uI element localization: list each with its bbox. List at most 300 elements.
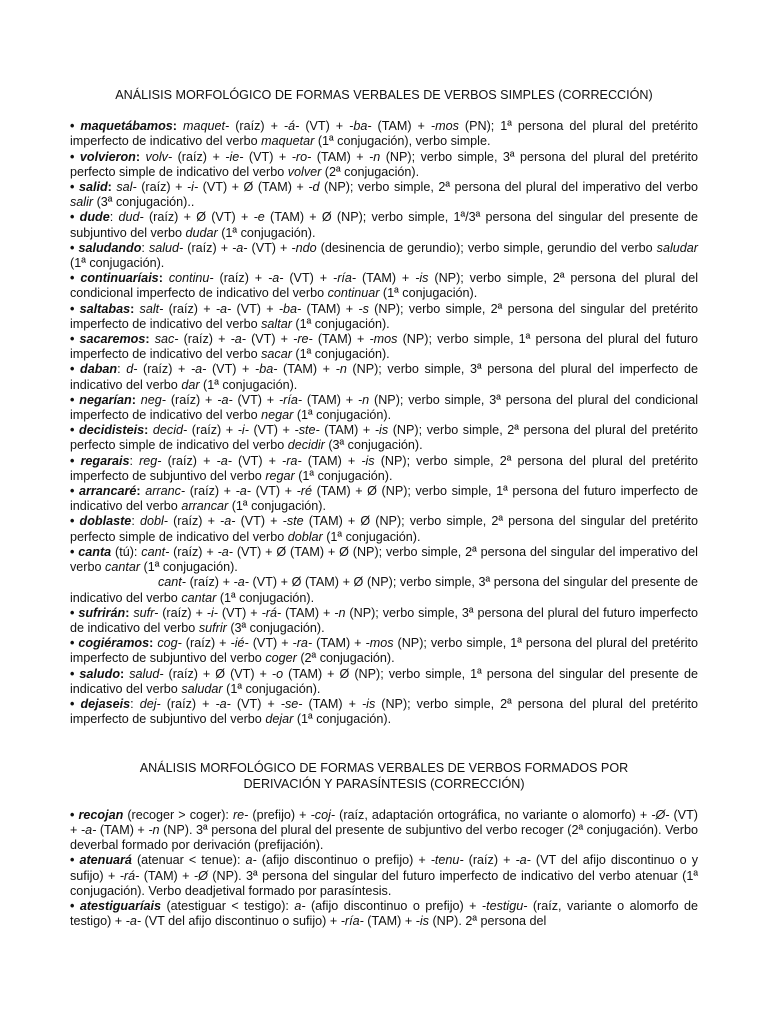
entry-list-derived-verbs xyxy=(70,808,698,930)
entry-text: : xyxy=(107,180,112,195)
entry-text: -a- xyxy=(80,822,97,837)
entry-text: -ie- xyxy=(225,149,244,164)
entry-item xyxy=(70,454,698,484)
entry-text: -a- xyxy=(215,301,232,316)
entry-text: (TAM) + Ø (NP); verbo simple, 2ª persona del singular del pretérito perfecto simple de indicativo del verbo xyxy=(70,514,699,544)
entry-text: -mos xyxy=(430,119,459,134)
entry-text: (raíz) + xyxy=(183,240,233,255)
entry-headword: sacaremos xyxy=(79,332,146,347)
entry-text: (VT) + xyxy=(230,696,281,711)
entry-item xyxy=(70,241,698,271)
entry-text: -mos xyxy=(365,636,394,651)
entry-item xyxy=(70,606,698,636)
entry-text: • xyxy=(70,853,80,868)
entry-text: (raíz) + xyxy=(229,119,284,134)
entry-headword: daban xyxy=(80,362,118,377)
section-title-simple-verbs: ANÁLISIS MORFOLÓGICO DE FORMAS VERBALES DE VERBOS SIMPLES (CORRECCIÓN) xyxy=(115,88,653,102)
entry-text: -a- xyxy=(268,271,284,286)
entry-text: neg- xyxy=(140,392,167,407)
entry-text: -n xyxy=(148,822,160,837)
entry-text: -ré xyxy=(296,484,313,499)
entry-text: -ro- xyxy=(291,149,312,164)
entry-text: maquetar xyxy=(261,134,315,149)
entry-text: (3ª conjugación).. xyxy=(93,195,195,210)
entry-text: (1ª conjugación). xyxy=(379,286,478,301)
entry-text: -re- xyxy=(293,332,313,347)
entry-text: • xyxy=(70,240,79,255)
entry-item xyxy=(70,514,698,544)
entry-text: (NP); verbo simple, 2ª persona del plural del pretérito imperfecto de subjuntivo del verbo xyxy=(70,453,698,483)
entry-text: maquet- xyxy=(183,119,230,134)
entry-text: • xyxy=(70,332,80,347)
entry-text: -n xyxy=(334,605,346,620)
entry-text: (VT) + xyxy=(231,301,279,316)
entry-text: -a- xyxy=(216,453,232,468)
entry-text: -tenu- xyxy=(430,853,464,868)
entry-text: -Ø xyxy=(193,868,208,883)
entry-item xyxy=(70,393,698,423)
entry-text: -á- xyxy=(283,119,300,134)
entry-text: sac- xyxy=(154,332,179,347)
entry-headword: negarían xyxy=(79,392,132,407)
entry-text: : xyxy=(158,271,163,286)
entry-text: coger xyxy=(265,651,297,666)
entry-text: (TAM) + xyxy=(96,822,149,837)
entry-text: arranc- xyxy=(145,484,186,499)
entry-list-simple-verbs xyxy=(70,119,698,727)
entry-text: (1ª conjugación). xyxy=(293,408,392,423)
entry-text: dobl- xyxy=(139,514,168,529)
entry-item xyxy=(70,575,698,605)
entry-text: cant- xyxy=(141,544,170,559)
entry-text: volv- xyxy=(145,149,173,164)
entry-text: -ié- xyxy=(230,636,249,651)
entry-text: (NP). 3ª persona del singular del futuro imperfecto de indicativo del verbo atenuar (1ª conjugación). Verbo deadjetival formado por parasíntesis. xyxy=(70,868,698,898)
entry-text: -ndo xyxy=(291,240,317,255)
entry-text: sufrir xyxy=(198,620,227,635)
entry-text: : xyxy=(135,149,141,164)
entry-item xyxy=(70,808,698,854)
entry-item xyxy=(70,362,698,392)
entry-text: : xyxy=(109,210,119,225)
entry-text: (1ª conjugación). xyxy=(199,377,298,392)
entry-text: (raíz) + xyxy=(463,853,516,868)
entry-item xyxy=(70,853,698,899)
entry-text: -ra- xyxy=(282,453,302,468)
entry-text: (TAM) + xyxy=(301,453,362,468)
entry-text: • xyxy=(70,666,80,681)
entry-headword: saludando xyxy=(78,240,142,255)
entry-text: (TAM) + xyxy=(319,423,375,438)
entry-text: (3ª conjugación). xyxy=(324,438,423,453)
entry-text: (raíz) + xyxy=(186,575,234,590)
entry-text: -is xyxy=(374,423,389,438)
entry-text: (TAM) + xyxy=(311,149,370,164)
entry-text: -ra- xyxy=(292,636,313,651)
entry-headword: atestiguaríais xyxy=(79,898,162,913)
entry-text: cantar xyxy=(105,560,141,575)
entry-text: (VT) + xyxy=(247,240,292,255)
entry-text: (VT) + xyxy=(206,362,256,377)
entry-text: : xyxy=(144,423,149,438)
entry-text: -n xyxy=(335,362,347,377)
entry-text: : xyxy=(145,332,150,347)
entry-text: -a- xyxy=(217,392,233,407)
entry-text: dejar xyxy=(265,712,294,727)
entry-text: (VT) + xyxy=(235,514,283,529)
entry-text: (TAM) + xyxy=(139,868,194,883)
entry-text: (TAM) + xyxy=(281,605,335,620)
entry-text: a- xyxy=(245,853,257,868)
entry-text: • xyxy=(70,514,80,529)
entry-headword: arrancaré xyxy=(79,484,137,499)
entry-headword: volvieron xyxy=(79,149,136,164)
entry-text: (1ª conjugación). xyxy=(322,529,421,544)
entry-text: : xyxy=(136,484,141,499)
entry-text: -testigu- xyxy=(481,898,528,913)
entry-text: -a- xyxy=(235,484,252,499)
entry-text: (NP); verbo simple, 3ª persona del plural del futuro imperfecto de indicativo del verbo xyxy=(70,605,698,635)
entry-text: (tú): xyxy=(111,544,142,559)
entry-text: (VT) + xyxy=(243,149,292,164)
entry-text: salir xyxy=(70,195,94,210)
entry-text: (raíz, adaptación ortográfica, no variante o alomorfo) + xyxy=(335,807,652,822)
entry-text: (raíz) + Ø (VT) + xyxy=(143,210,254,225)
entry-text: (NP); verbo simple, 2ª persona del plural del pretérito imperfecto de subjuntivo del verbo xyxy=(70,696,698,727)
entry-text: • xyxy=(70,423,79,438)
entry-text: -a- xyxy=(220,514,236,529)
entry-text: dudar xyxy=(185,225,218,240)
entry-text: • xyxy=(70,271,81,286)
entry-text: (TAM) + Ø (NP); verbo simple, 1ª persona del singular del presente de indicativo del verbo xyxy=(70,666,699,696)
entry-text: • xyxy=(70,210,80,225)
entry-text: (NP); verbo simple, 2ª persona del plural del imperativo del verbo xyxy=(319,180,699,195)
entry-text: -ste- xyxy=(294,423,320,438)
entry-text: (raíz) + xyxy=(163,301,216,316)
entry-text: sacar xyxy=(261,347,292,362)
entry-text: (VT) + xyxy=(283,271,333,286)
entry-text: -mos xyxy=(369,332,398,347)
entry-text: (VT) + xyxy=(299,119,350,134)
entry-text: -ría- xyxy=(278,392,303,407)
entry-text: : xyxy=(117,362,127,377)
entry-text: (NP); verbo simple, 2ª persona del plural del condicional imperfecto de indicativo del verbo xyxy=(70,271,699,301)
entry-text: -is xyxy=(415,914,429,929)
entry-text: (TAM) + xyxy=(363,914,416,929)
entry-item xyxy=(70,332,698,362)
entry-text: -a- xyxy=(515,853,531,868)
entry-text: (1ª conjugación), verbo simple. xyxy=(314,134,491,149)
entry-text: (VT) + xyxy=(232,392,279,407)
entry-text: : xyxy=(129,453,140,468)
entry-text: -a- xyxy=(232,240,248,255)
entry-text: (raíz) + Ø (VT) + xyxy=(163,666,272,681)
entry-text: (raíz) + xyxy=(136,180,187,195)
entry-text: -i- xyxy=(237,423,249,438)
entry-text: (raíz) + xyxy=(172,149,226,164)
entry-text: (NP); verbo simple, 3ª persona del plural del condicional imperfecto de indicativo del verbo xyxy=(70,392,699,423)
entry-text: (1ª conjugación). xyxy=(216,590,315,605)
document-page xyxy=(70,88,698,929)
entry-text: (TAM) + xyxy=(356,271,416,286)
entry-text: cog- xyxy=(157,636,182,651)
entry-text: -ba- xyxy=(255,362,278,377)
entry-item xyxy=(70,697,698,727)
entry-headword: continuaríais xyxy=(80,271,159,286)
entry-text: (VT) + Ø (TAM) + xyxy=(198,180,309,195)
entry-text: dud- xyxy=(118,210,144,225)
entry-text: -ba- xyxy=(278,301,302,316)
entry-text: salud- xyxy=(148,240,184,255)
entry-text: -a- xyxy=(230,332,246,347)
entry-text: (VT) + xyxy=(248,423,295,438)
entry-text: volver xyxy=(287,164,322,179)
entry-text: (2ª conjugación). xyxy=(321,164,420,179)
entry-text: (1ª conjugación). xyxy=(294,468,393,483)
entry-text: • xyxy=(70,180,79,195)
entry-text: : xyxy=(131,514,140,529)
entry-text: (1ª conjugación). xyxy=(293,712,392,727)
entry-text: (2ª conjugación). xyxy=(296,651,395,666)
entry-text: (1ª conjugación). xyxy=(228,499,326,514)
entry-text: reg- xyxy=(139,453,162,468)
entry-item xyxy=(70,150,698,180)
entry-item xyxy=(70,180,698,210)
entry-text: (1ª conjugación). xyxy=(217,225,316,240)
entry-text: -rá- xyxy=(261,605,282,620)
entry-text: (raíz) + xyxy=(161,453,217,468)
entry-headword: recojan xyxy=(78,807,124,822)
entry-headword: saltabas xyxy=(79,301,131,316)
entry-headword: regarais xyxy=(80,453,130,468)
entry-text: (VT) + Ø (TAM) + Ø (NP); verbo simple, 2ª persona del singular del imperativo del verbo xyxy=(70,544,698,575)
entry-text: : xyxy=(130,696,140,711)
entry-text: (TAM) + Ø (NP); verbo simple, 1ª persona del futuro imperfecto de indicativo del verbo xyxy=(70,484,698,514)
entry-text: -is xyxy=(361,453,375,468)
entry-text: doblar xyxy=(287,529,323,544)
entry-text: (VT) + xyxy=(231,453,283,468)
entry-text: : xyxy=(131,392,136,407)
entry-text: (TAM) + xyxy=(302,696,362,711)
section-title-line-1: ANÁLISIS MORFOLÓGICO DE FORMAS VERBALES DE VERBOS FORMADOS POR xyxy=(139,761,629,776)
entry-text: • xyxy=(70,898,80,913)
entry-text: d- xyxy=(126,362,138,377)
entry-text: (NP); verbo simple, 2ª persona del plural del pretérito perfecto simple de indicativo del verbo xyxy=(70,423,698,453)
entry-text: (raíz) + xyxy=(185,484,236,499)
entry-text: (desinencia de gerundio); verbo simple, gerundio del verbo xyxy=(316,240,657,255)
entry-text: -se- xyxy=(280,696,303,711)
entry-text: (recoger > coger): xyxy=(123,807,233,822)
entry-text: (raíz) + xyxy=(213,271,269,286)
entry-text: (VT) + xyxy=(248,636,293,651)
entry-text: saludar xyxy=(181,681,223,696)
entry-text: (VT) + xyxy=(217,605,262,620)
entry-text: • xyxy=(70,301,80,316)
entry-text: -e xyxy=(253,210,265,225)
entry-text: (VT) + Ø (TAM) + Ø (NP); verbo simple, 3ª persona del singular del presente de indicativo del verbo xyxy=(70,575,698,605)
entry-headword: dejaseis xyxy=(80,696,131,711)
entry-headword: atenuará xyxy=(79,853,132,868)
entry-text: : xyxy=(120,666,125,681)
entry-text: dej- xyxy=(139,696,161,711)
entry-text: -coj- xyxy=(310,807,336,822)
entry-text: (raíz) + xyxy=(158,605,207,620)
entry-text: -i- xyxy=(206,605,218,620)
entry-text: (VT del afijo discontinuo o y sufijo) + xyxy=(70,853,698,883)
entry-text: • xyxy=(70,149,80,164)
entry-text: (NP); verbo simple, 1ª persona del plural del pretérito imperfecto de subjuntivo del verbo xyxy=(70,636,698,666)
entry-text: -n xyxy=(369,149,381,164)
entry-text: (VT) + xyxy=(70,807,698,837)
entry-headword: decidisteis xyxy=(79,423,145,438)
entry-text: cant- xyxy=(158,575,186,590)
entry-text: -is xyxy=(415,271,429,286)
section-title-derived-verbs xyxy=(70,761,698,791)
entry-text: • xyxy=(70,453,81,468)
entry-headword: saludo xyxy=(79,666,121,681)
entry-text: : xyxy=(125,605,130,620)
entry-text: (VT del afijo discontinuo o sufijo) + xyxy=(141,914,341,929)
entry-text: salud- xyxy=(129,666,164,681)
entry-item xyxy=(70,423,698,453)
entry-text: (NP); verbo simple, 3ª persona del plural del imperfecto de indicativo del verbo xyxy=(70,362,699,392)
entry-text: decid- xyxy=(152,423,188,438)
entry-item xyxy=(70,302,698,332)
entry-text: (TAM) + Ø (NP); verbo simple, 1ª/3ª persona del singular del presente de subjuntivo del verbo xyxy=(70,210,698,240)
entry-item xyxy=(70,271,698,301)
entry-text: (TAM) + xyxy=(301,301,359,316)
entry-text: -rá- xyxy=(119,868,140,883)
entry-text: -a- xyxy=(125,914,142,929)
entry-headword: doblaste xyxy=(79,514,132,529)
entry-text: • xyxy=(70,484,79,499)
entry-text: -o xyxy=(271,666,284,681)
entry-text: -a- xyxy=(190,362,207,377)
entry-text: (TAM) + xyxy=(312,332,370,347)
entry-text: -s xyxy=(358,301,369,316)
entry-text: (raíz) + xyxy=(167,514,221,529)
section-title-line-2: DERIVACIÓN Y PARASÍNTESIS (CORRECCIÓN) xyxy=(243,776,525,791)
entry-text: (VT) + xyxy=(245,332,294,347)
entry-text: (raíz, variante o alomorfo de testigo) + xyxy=(70,898,698,929)
entry-text: • xyxy=(70,696,81,711)
entry-text: -is xyxy=(361,696,376,711)
entry-text: regar xyxy=(265,468,295,483)
entry-text: • xyxy=(70,605,79,620)
entry-text: (TAM) + xyxy=(312,636,366,651)
entry-text: • xyxy=(70,362,81,377)
entry-item xyxy=(70,667,698,697)
entry-text: decidir xyxy=(287,438,325,453)
entry-item xyxy=(70,119,698,149)
entry-text: : xyxy=(130,301,135,316)
entry-text: • xyxy=(70,636,79,651)
entry-text: re- xyxy=(232,807,249,822)
entry-text: (TAM) + xyxy=(371,119,431,134)
entry-text: (NP). 3ª persona del plural del presente de subjuntivo del verbo recoger (2ª conjugación). Verbo deverbal formado por derivación (prefijación). xyxy=(70,822,699,853)
entry-item xyxy=(70,484,698,514)
entry-text: (VT) + xyxy=(251,484,297,499)
entry-headword: maquetábamos xyxy=(80,119,173,134)
entry-text: negar xyxy=(261,408,294,423)
entry-headword: salid xyxy=(78,180,108,195)
entry-headword: sufrirán xyxy=(78,605,126,620)
entry-text: (raíz) + xyxy=(160,696,216,711)
entry-item xyxy=(70,210,698,240)
entry-text: salt- xyxy=(139,301,164,316)
entry-text: -d xyxy=(308,180,320,195)
entry-text: (NP); verbo simple, 3ª persona del plural del pretérito perfecto simple de indicativo del verbo xyxy=(70,149,698,179)
entry-text: a- xyxy=(294,898,306,913)
entry-text: sal- xyxy=(116,180,137,195)
entry-item xyxy=(70,545,698,575)
entry-text: (1ª conjugación). xyxy=(291,316,390,331)
entry-headword: dude xyxy=(79,210,110,225)
entry-text: -Ø- xyxy=(651,807,670,822)
entry-text: (TAM) + xyxy=(277,362,336,377)
entry-text: sufr- xyxy=(133,605,159,620)
entry-text: (1ª conjugación). xyxy=(140,560,238,575)
entry-text: dar xyxy=(181,377,200,392)
entry-text: (prefijo) + xyxy=(248,807,311,822)
entry-text: -ba- xyxy=(349,119,372,134)
entry-text: (raíz) + xyxy=(169,544,218,559)
entry-text: -n xyxy=(357,392,370,407)
entry-text: • xyxy=(70,392,80,407)
entry-item xyxy=(70,636,698,666)
entry-text: -a- xyxy=(215,696,231,711)
entry-text: continu- xyxy=(168,271,214,286)
entry-text: (3ª conjugación). xyxy=(226,620,325,635)
entry-text: (raíz) + xyxy=(187,423,238,438)
entry-text: -a- xyxy=(217,544,233,559)
entry-text: (atenuar < tenue): xyxy=(131,853,246,868)
entry-text: cantar xyxy=(181,590,217,605)
entry-text: (atestiguar < testigo): xyxy=(161,898,295,913)
entry-text: (afijo discontinuo o prefijo) + xyxy=(305,898,482,913)
entry-text: -ste xyxy=(282,514,304,529)
entry-text: (raíz) + xyxy=(137,362,191,377)
entry-text: (raíz) + xyxy=(166,392,218,407)
entry-text: -i- xyxy=(186,180,199,195)
entry-text: (raíz) + xyxy=(178,332,231,347)
entry-text: saludar xyxy=(656,240,698,255)
entry-text: (1ª conjugación). xyxy=(291,347,390,362)
entry-text: • xyxy=(70,544,79,559)
entry-text: • xyxy=(70,807,79,822)
entry-text: (1ª conjugación). xyxy=(70,256,165,271)
entry-text: (raíz) + xyxy=(181,636,231,651)
entry-headword: cogiéramos xyxy=(78,636,150,651)
entry-text: (afijo discontinuo o prefijo) + xyxy=(256,853,431,868)
entry-text: arrancar xyxy=(181,499,229,514)
entry-text: (NP). 2ª persona del xyxy=(428,914,547,929)
entry-text: (NP); verbo simple, 1ª persona del plural del futuro imperfecto de indicativo del verbo xyxy=(70,332,699,362)
entry-text: : xyxy=(149,636,154,651)
entry-text: • xyxy=(70,119,81,134)
entry-text: -ría- xyxy=(333,271,357,286)
entry-text: : xyxy=(141,240,149,255)
entry-text: : xyxy=(172,119,177,134)
entry-text: saltar xyxy=(261,316,292,331)
entry-text: (PN); 1ª persona del plural del pretérito imperfecto de indicativo del verbo xyxy=(70,119,699,149)
entry-text: continuar xyxy=(327,286,380,301)
entry-text: (NP); verbo simple, 2ª persona del singular del pretérito imperfecto de indicativo del verbo xyxy=(70,301,699,331)
entry-headword: canta xyxy=(78,544,112,559)
entry-text: -a- xyxy=(233,575,249,590)
entry-text: (TAM) + xyxy=(302,392,358,407)
entry-item xyxy=(70,899,698,929)
